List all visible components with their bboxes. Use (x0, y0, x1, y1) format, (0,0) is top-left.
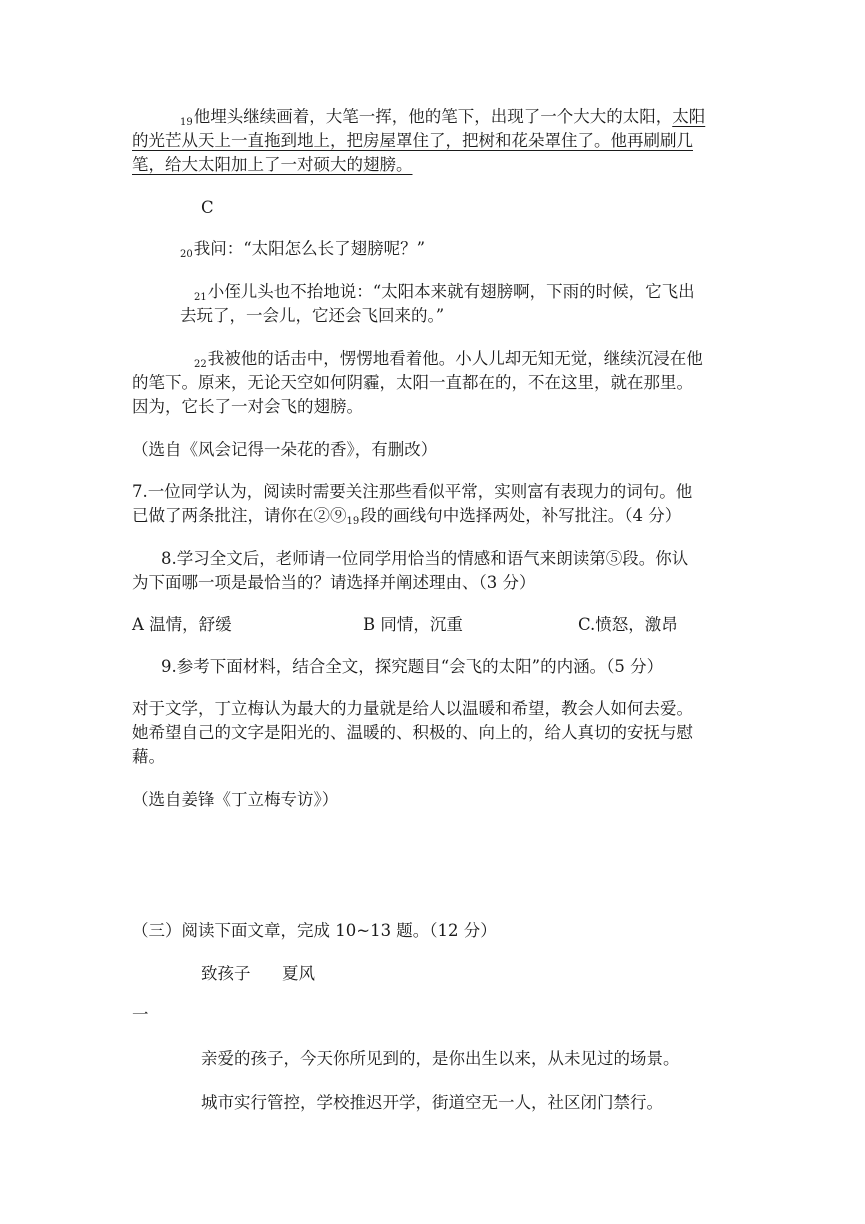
question-text: 已做了两条批注，请你在②⑨ (132, 506, 347, 525)
option-c: C.愤怒，激昂 (578, 615, 678, 634)
question-9: 9.参考下面材料，结合全文，探究题目“会飞的太阳”的内涵。（5 分） (161, 657, 664, 676)
paragraph-21-line-2: 去玩了，一会儿，它还会飞回来的。” (180, 306, 445, 325)
source-citation: （选自《风会记得一朵花的香》，有删改） (132, 440, 438, 459)
question-8-line-2: 为下面哪一项是最恰当的？请选择并阐述理由、（3 分） (132, 573, 536, 592)
question-8-line-1: 8.学习全文后，老师请一位同学用恰当的情感和语气来朗读第⑤段。你认 (161, 549, 689, 568)
paragraph-number: 20 (180, 249, 193, 260)
paragraph-19-line-2: 的光芒从天上一直拖到地上，把房屋罩住了，把树和花朵罩住了。他再刷刷几 (132, 131, 693, 150)
paragraph-22-line-2: 的笔下。原来，无论天空如何阴霾，太阳一直都在的，不在这里，就在那里。 (132, 373, 693, 392)
paragraph-text: 小侄儿头也不抬地说：“太阳本来就有翅膀啊，下雨的时候，它飞出 (207, 282, 695, 301)
paragraph-text: 我被他的话击中，愣愣地看着他。小人儿却无知无觉，继续沉浸在他 (207, 349, 703, 368)
option-b: B 同情，沉重 (363, 615, 463, 634)
article-paragraph-1: 亲爱的孩子，今天你所见到的，是你出生以来，从未见过的场景。 (201, 1049, 680, 1068)
option-a: A 温情，舒缓 (132, 615, 232, 634)
source-citation-2: （选自姜锋《丁立梅专访》） (132, 790, 339, 809)
question-7-line-2 (132, 504, 681, 534)
question-7-line-1: 7.一位同学认为，阅读时需要关注那些看似平常，实则富有表现力的词句。他 (132, 482, 693, 501)
paragraph-20 (180, 237, 425, 267)
paragraph-number: 21 (194, 292, 207, 303)
material-line-3: 藉。 (132, 747, 165, 766)
section-heading: （三）阅读下面文章，完成 10~13 题。（12 分） (132, 921, 497, 940)
article-author: 夏风 (282, 964, 315, 983)
paragraph-number: 19 (346, 516, 360, 527)
paragraph-number: 19 (180, 117, 193, 128)
material-line-2: 她希望自己的文字是阳光的、温暖的、积极的、向上的，给人真切的安抚与慰 (132, 723, 693, 742)
question-8-options (0, 613, 865, 637)
paragraph-text: 他埋头继续画着，大笔一挥，他的笔下，出现了一个大大的太阳， (193, 107, 673, 126)
paragraph-19-line-3: 笔，给大太阳加上了一对硕大的翅膀。 (132, 155, 413, 174)
paragraph-text: 我问：“太阳怎么长了翅膀呢？” (193, 239, 426, 258)
material-line-1: 对于文学，丁立梅认为最大的力量就是给人以温暖和希望，教会人如何去爱。 (132, 699, 693, 718)
question-text: 段的画线句中选择两处，补写批注。（4 分） (360, 506, 682, 525)
paragraph-22-line-3: 因为，它长了一对会飞的翅膀。 (132, 397, 363, 416)
marker-c: C (201, 198, 214, 217)
underlined-sentence: 太阳 (672, 107, 706, 126)
paragraph-number: 22 (194, 359, 207, 370)
article-paragraph-2: 城市实行管控，学校推迟开学，街道空无一人，社区闭门禁行。 (201, 1093, 663, 1112)
part-marker: 一 (132, 1005, 149, 1024)
article-title: 致孩子 (201, 964, 251, 983)
